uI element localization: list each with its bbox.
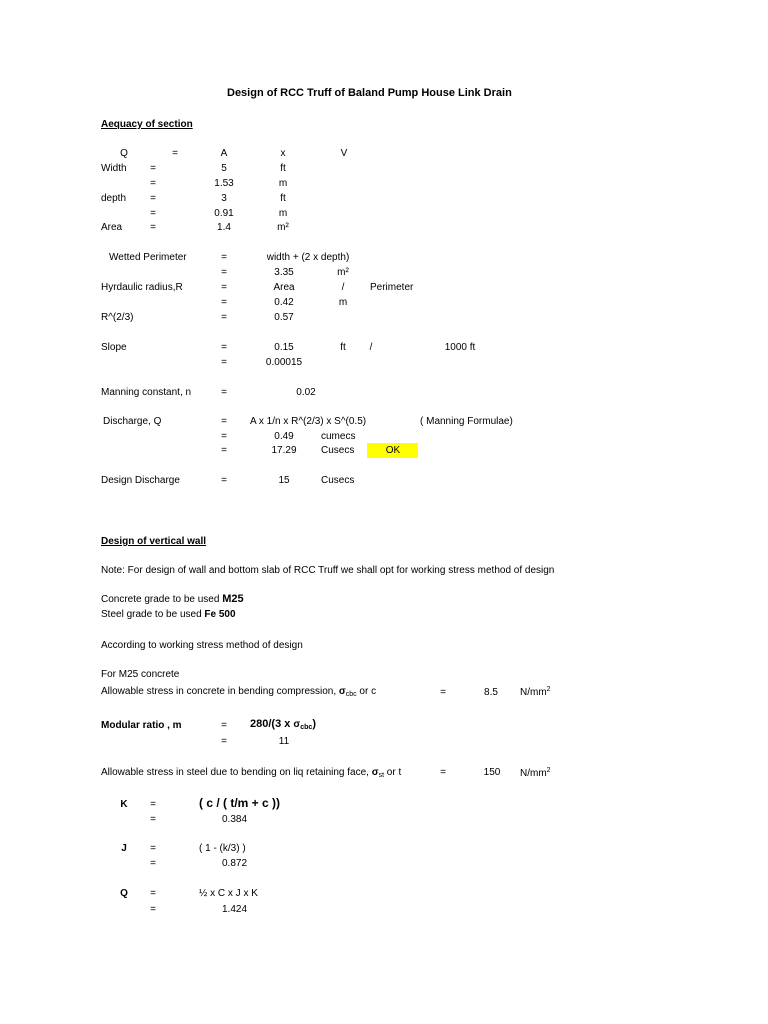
hydraulic-radius-value-equals: = bbox=[221, 297, 227, 308]
hydraulic-radius-label: Hyrdaulic radius,R bbox=[101, 282, 183, 293]
sigma-st-subscript: st bbox=[378, 772, 385, 779]
modular-ratio-value: 11 bbox=[278, 736, 290, 747]
width-label: Width bbox=[101, 163, 127, 174]
discharge-equals: = bbox=[221, 416, 227, 427]
allowable-steel-unit-exponent: 2 bbox=[546, 767, 551, 774]
sigma-cbc-subscript: cbc bbox=[345, 691, 357, 698]
slope-unit: ft bbox=[340, 342, 346, 353]
discharge-cusecs-unit: Cusecs bbox=[321, 445, 355, 456]
hydraulic-radius-equals: = bbox=[221, 282, 227, 293]
modular-sigma-symbol: σ bbox=[293, 719, 301, 730]
depth-equals: = bbox=[150, 193, 156, 204]
manning-value: 0.02 bbox=[296, 387, 316, 398]
modular-ratio-value-equals: = bbox=[221, 736, 227, 747]
r23-label: R^(2/3) bbox=[101, 312, 134, 323]
wetted-perimeter-unit: m² bbox=[337, 267, 349, 278]
q-velocity-symbol: V bbox=[340, 148, 348, 159]
design-discharge-value: 15 bbox=[278, 475, 290, 486]
allowable-steel-value: 150 bbox=[483, 767, 501, 778]
modular-ratio-formula-a: 280/(3 x bbox=[250, 718, 294, 730]
q-coefficient-value: 1.424 bbox=[222, 904, 248, 915]
allowable-steel-text: Allowable stress in steel due to bending on liq retaining face, bbox=[101, 767, 369, 778]
section-heading-vertical-wall: Design of vertical wall bbox=[101, 536, 207, 547]
page-title: Design of RCC Truff of Baland Pump House Link Drain bbox=[227, 87, 512, 99]
manning-formula-note: ( Manning Formulae) bbox=[420, 416, 513, 427]
j-value-equals: = bbox=[150, 858, 156, 869]
for-m25-label: For M25 concrete bbox=[101, 669, 180, 680]
discharge-cumecs-equals: = bbox=[221, 431, 227, 442]
hydraulic-radius-value: 0.42 bbox=[274, 297, 294, 308]
sigma-st-symbol: σ bbox=[368, 767, 379, 778]
width-ft-unit: ft bbox=[280, 163, 286, 174]
modular-ratio-label: Modular ratio , m bbox=[101, 720, 182, 731]
steel-grade-line bbox=[101, 608, 236, 621]
k-equals: = bbox=[150, 799, 156, 810]
allowable-steel-unit-text: N/mm bbox=[520, 768, 547, 779]
discharge-formula: A x 1/n x R^(2/3) x S^(0.5) bbox=[250, 416, 367, 427]
allowable-concrete-equals: = bbox=[440, 687, 446, 698]
slope-per: 1000 ft bbox=[444, 342, 476, 353]
modular-sigma-subscript: cbc bbox=[300, 724, 313, 731]
slope-value: 0.15 bbox=[274, 342, 294, 353]
manning-equals: = bbox=[221, 387, 227, 398]
wetted-perimeter-value: 3.35 bbox=[274, 267, 294, 278]
working-stress-note: Note: For design of wall and bottom slab of RCC Truff we shall opt for working stress method of design bbox=[101, 565, 555, 576]
q-coefficient-value-equals: = bbox=[150, 904, 156, 915]
allowable-concrete-value: 8.5 bbox=[484, 687, 498, 698]
slope-equals: = bbox=[221, 342, 227, 353]
area-value: 1.4 bbox=[217, 222, 231, 233]
depth-ft-unit: ft bbox=[280, 193, 286, 204]
sigma-cbc-symbol: σ bbox=[338, 686, 346, 697]
steel-grade-text: Steel grade to be used bbox=[101, 609, 202, 620]
hydraulic-radius-unit: m bbox=[338, 297, 348, 308]
depth-m-equals: = bbox=[150, 208, 156, 219]
j-formula: ( 1 - (k/3) ) bbox=[199, 843, 246, 854]
width-equals: = bbox=[150, 163, 156, 174]
q-area-symbol: A bbox=[220, 148, 228, 159]
q-equals: = bbox=[172, 148, 178, 159]
allowable-concrete-unit-text: N/mm bbox=[520, 687, 547, 698]
width-m-value: 1.53 bbox=[214, 178, 234, 189]
allowable-steel-stress-label bbox=[101, 766, 401, 782]
wetted-perimeter-equals: = bbox=[221, 252, 227, 263]
j-value: 0.872 bbox=[222, 858, 248, 869]
section-heading-adequacy: Aequacy of section bbox=[101, 119, 193, 130]
wetted-perimeter-value-equals: = bbox=[221, 267, 227, 278]
manning-label: Manning constant, n bbox=[101, 387, 192, 398]
allowable-concrete-unit bbox=[520, 683, 551, 699]
modular-ratio-formula-b: ) bbox=[312, 718, 316, 730]
q-coefficient-equals: = bbox=[150, 888, 156, 899]
k-value-equals: = bbox=[150, 814, 156, 825]
wetted-perimeter-label: Wetted Perimeter bbox=[109, 252, 187, 263]
design-discharge-equals: = bbox=[221, 475, 227, 486]
width-m-equals: = bbox=[150, 178, 156, 189]
modular-ratio-formula bbox=[250, 718, 316, 734]
steel-grade-value: Fe 500 bbox=[204, 609, 236, 620]
depth-label: depth bbox=[101, 193, 127, 204]
j-label: J bbox=[121, 843, 127, 854]
depth-m-value: 0.91 bbox=[214, 208, 234, 219]
hydraulic-radius-perimeter: Perimeter bbox=[370, 282, 414, 293]
k-label: K bbox=[120, 799, 128, 810]
discharge-cusecs-equals: = bbox=[221, 445, 227, 456]
allowable-steel-equals: = bbox=[440, 767, 446, 778]
modular-ratio-equals: = bbox=[221, 720, 227, 731]
slope-value2-equals: = bbox=[221, 357, 227, 368]
r23-equals: = bbox=[221, 312, 227, 323]
hydraulic-radius-area: Area bbox=[273, 282, 295, 293]
j-equals: = bbox=[150, 843, 156, 854]
area-equals: = bbox=[150, 222, 156, 233]
area-label: Area bbox=[101, 222, 123, 233]
discharge-label: Discharge, Q bbox=[103, 416, 162, 427]
design-discharge-unit: Cusecs bbox=[321, 475, 355, 486]
design-discharge-label: Design Discharge bbox=[101, 475, 180, 486]
concrete-grade-line bbox=[101, 593, 244, 606]
q-coefficient-formula: ½ x C x J x K bbox=[199, 888, 258, 899]
q-symbol: Q bbox=[120, 148, 128, 159]
wetted-perimeter-formula: width + (2 x depth) bbox=[266, 252, 350, 263]
q-times: x bbox=[280, 148, 286, 159]
area-unit: m² bbox=[277, 222, 289, 233]
ok-status: OK bbox=[385, 445, 401, 456]
allowable-concrete-text: Allowable stress in concrete in bending compression, bbox=[101, 686, 337, 697]
k-formula: ( c / ( t/m + c )) bbox=[199, 796, 281, 810]
discharge-cumecs-value: 0.49 bbox=[274, 431, 294, 442]
or-t-text: or t bbox=[384, 767, 402, 778]
slope-slash: / bbox=[369, 342, 373, 353]
concrete-grade-value: M25 bbox=[222, 593, 244, 605]
discharge-cusecs-value: 17.29 bbox=[271, 445, 297, 456]
depth-m-unit: m bbox=[278, 208, 288, 219]
or-c-text: or c bbox=[356, 686, 377, 697]
slope-label: Slope bbox=[101, 342, 127, 353]
width-ft-value: 5 bbox=[221, 163, 227, 174]
slope-value2: 0.00015 bbox=[265, 357, 303, 368]
width-m-unit: m bbox=[278, 178, 288, 189]
q-coefficient-label: Q bbox=[120, 888, 128, 899]
depth-ft-value: 3 bbox=[221, 193, 227, 204]
method-statement: According to working stress method of design bbox=[101, 640, 303, 651]
discharge-cumecs-unit: cumecs bbox=[321, 431, 356, 442]
r23-value: 0.57 bbox=[274, 312, 294, 323]
concrete-grade-text: Concrete grade to be used bbox=[101, 594, 220, 605]
allowable-concrete-stress-label bbox=[101, 685, 376, 701]
allowable-concrete-unit-exponent: 2 bbox=[546, 686, 551, 693]
allowable-steel-unit bbox=[520, 764, 551, 780]
k-value: 0.384 bbox=[222, 814, 248, 825]
hydraulic-radius-slash: / bbox=[341, 282, 345, 293]
